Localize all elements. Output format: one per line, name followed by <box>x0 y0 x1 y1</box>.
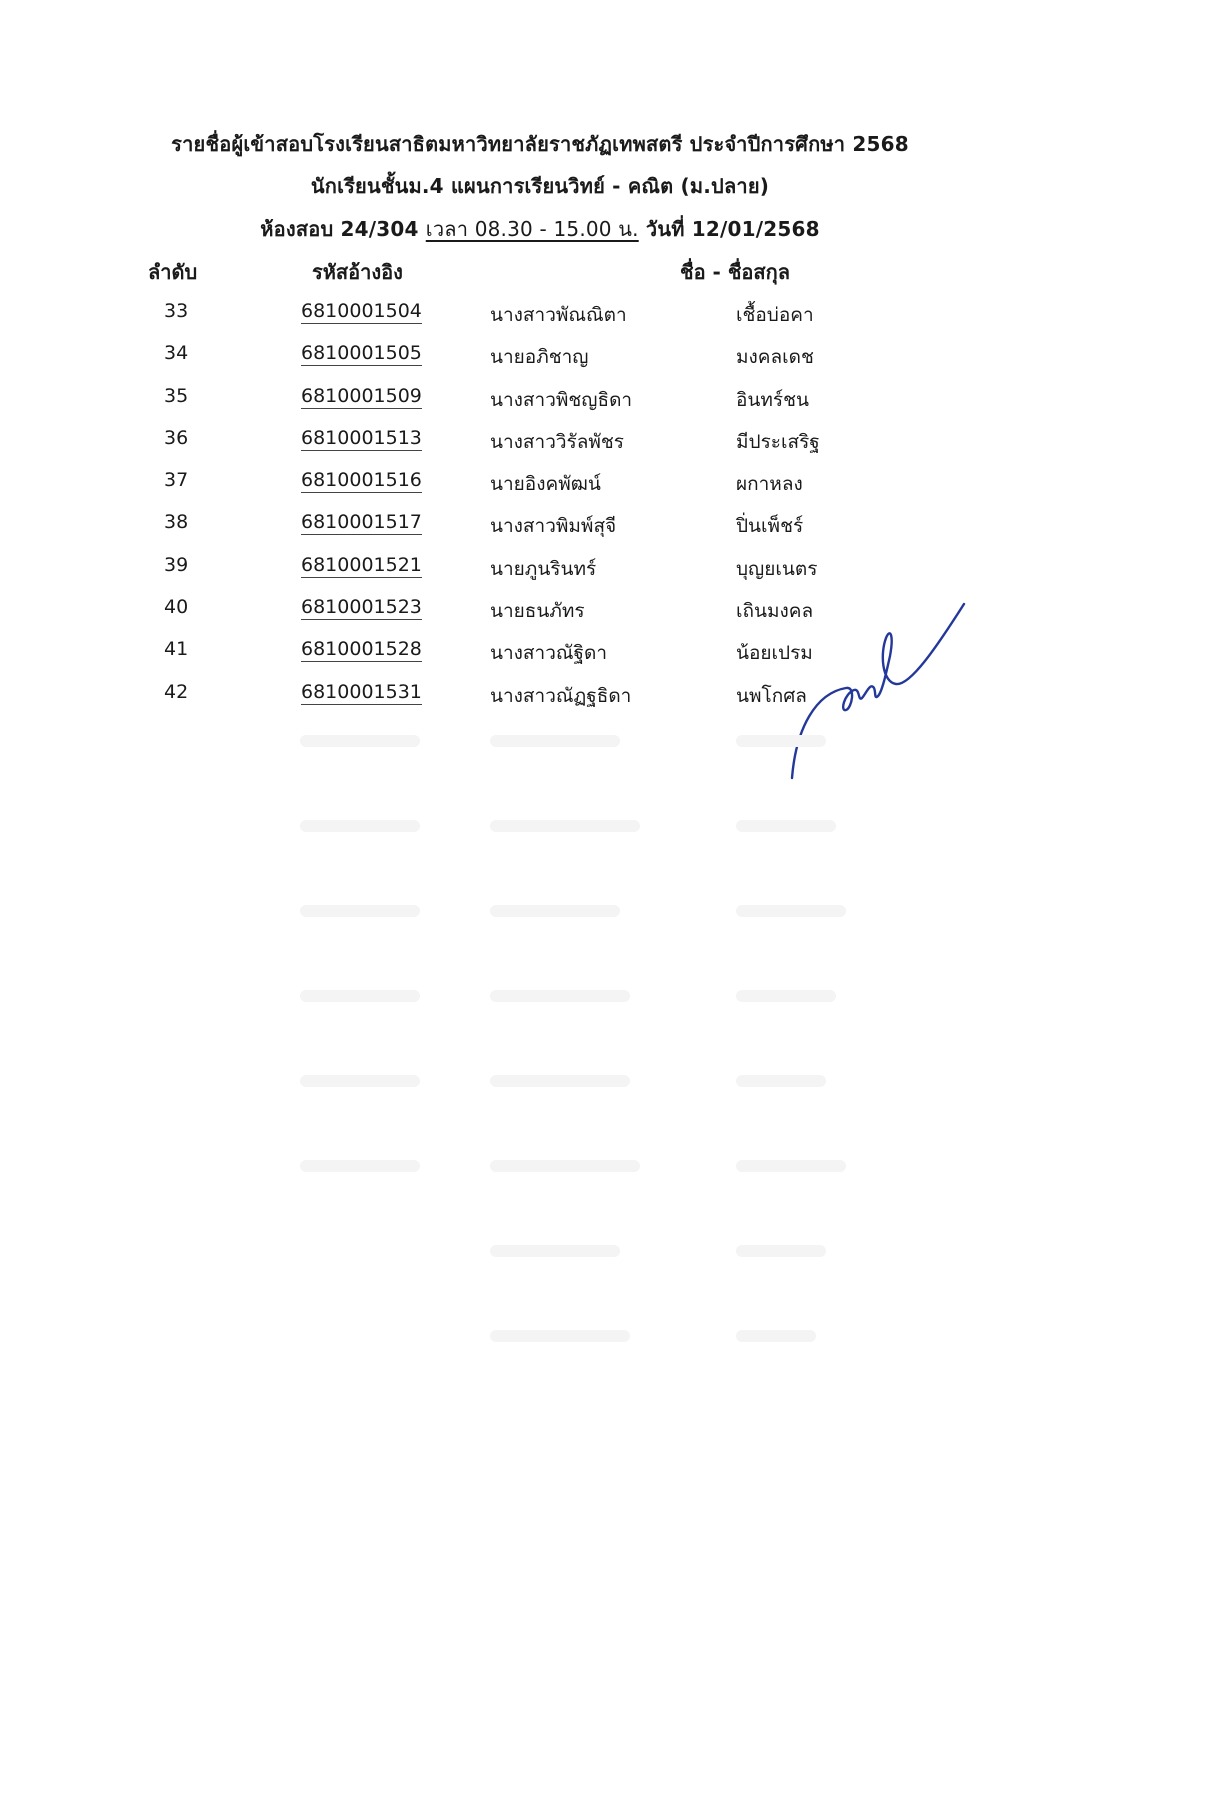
student-row <box>0 292 1213 334</box>
row-number: 33 <box>164 300 189 322</box>
last-name: มงคลเดช <box>736 346 814 369</box>
student-row <box>0 503 1213 545</box>
row-number: 36 <box>164 426 189 449</box>
first-name: นางสาวพัณณิตา <box>490 304 627 326</box>
student-row <box>0 673 1213 715</box>
last-name: ปิ่นเพ็ชร์ <box>736 515 804 538</box>
first-name: นายภูนรินทร์ <box>490 557 597 580</box>
row-number: 39 <box>164 553 189 576</box>
row-number: 40 <box>164 596 189 619</box>
last-name: ผกาหลง <box>736 473 803 496</box>
reference-code: 6810001531 <box>301 680 422 703</box>
reference-code: 6810001509 <box>301 384 422 407</box>
first-name: นายอภิชาญ <box>490 346 589 369</box>
student-row <box>0 461 1213 503</box>
reference-code: 6810001516 <box>301 469 422 492</box>
first-name: นางสาววิรัลพัชร <box>490 430 625 453</box>
exam-date: วันที่ 12/01/2568 <box>645 217 820 241</box>
row-number: 38 <box>164 511 189 534</box>
reference-code: 6810001517 <box>301 511 422 534</box>
last-name: เชื้อบ่อคา <box>736 304 814 326</box>
document-subtitle: นักเรียนชั้นม.4 แผนการเรียนวิทย์ - คณิต (ม.ปลาย) <box>310 174 770 198</box>
student-list <box>0 292 1213 715</box>
column-header-full-name: ชื่อ - ชื่อสกุล <box>680 260 790 284</box>
reference-code: 6810001523 <box>301 596 422 619</box>
reference-code: 6810001504 <box>301 300 422 322</box>
first-name: นางสาวณัฏฐธิดา <box>490 684 632 707</box>
reference-code: 6810001505 <box>301 342 422 365</box>
first-name: นายอิงคพัฒน์ <box>490 473 601 496</box>
exam-time: เวลา 08.30 - 15.00 น. <box>425 217 639 241</box>
reference-code: 6810001513 <box>301 426 422 449</box>
first-name: นางสาวพิมพ์สุจี <box>490 515 617 538</box>
last-name: น้อยเปรม <box>736 642 813 665</box>
row-number: 37 <box>164 469 189 492</box>
student-row <box>0 419 1213 461</box>
last-name: อินทร์ชน <box>736 388 810 411</box>
column-header-reference-code: รหัสอ้างอิง <box>312 260 403 284</box>
student-row <box>0 334 1213 376</box>
row-number: 35 <box>164 384 189 407</box>
last-name: เถินมงคล <box>736 600 814 623</box>
column-header-number: ลำดับ <box>148 260 198 284</box>
exam-schedule-line <box>0 213 1080 245</box>
first-name: นางสาวณัฐิดา <box>490 642 607 665</box>
student-row <box>0 377 1213 419</box>
last-name: มีประเสริฐ <box>736 430 820 453</box>
student-row <box>0 588 1213 630</box>
first-name: นายธนภัทร <box>490 600 585 623</box>
row-number: 42 <box>164 680 189 703</box>
handwritten-signature <box>786 598 966 798</box>
reference-code: 6810001521 <box>301 553 422 576</box>
student-row <box>0 630 1213 672</box>
last-name: บุญยเนตร <box>736 557 818 580</box>
row-number: 34 <box>164 342 189 365</box>
exam-room: ห้องสอบ 24/304 <box>260 217 419 241</box>
reference-code: 6810001528 <box>301 638 422 661</box>
faint-bleed-through <box>0 725 1213 1675</box>
last-name: นพโกศล <box>736 684 807 707</box>
first-name: นางสาวพิชญธิดา <box>490 388 633 411</box>
document-title: รายชื่อผู้เข้าสอบโรงเรียนสาธิตมหาวิทยาลัยราชภัฏเทพสตรี ประจำปีการศึกษา 2568 <box>171 132 909 156</box>
student-row <box>0 546 1213 588</box>
row-number: 41 <box>164 638 189 661</box>
